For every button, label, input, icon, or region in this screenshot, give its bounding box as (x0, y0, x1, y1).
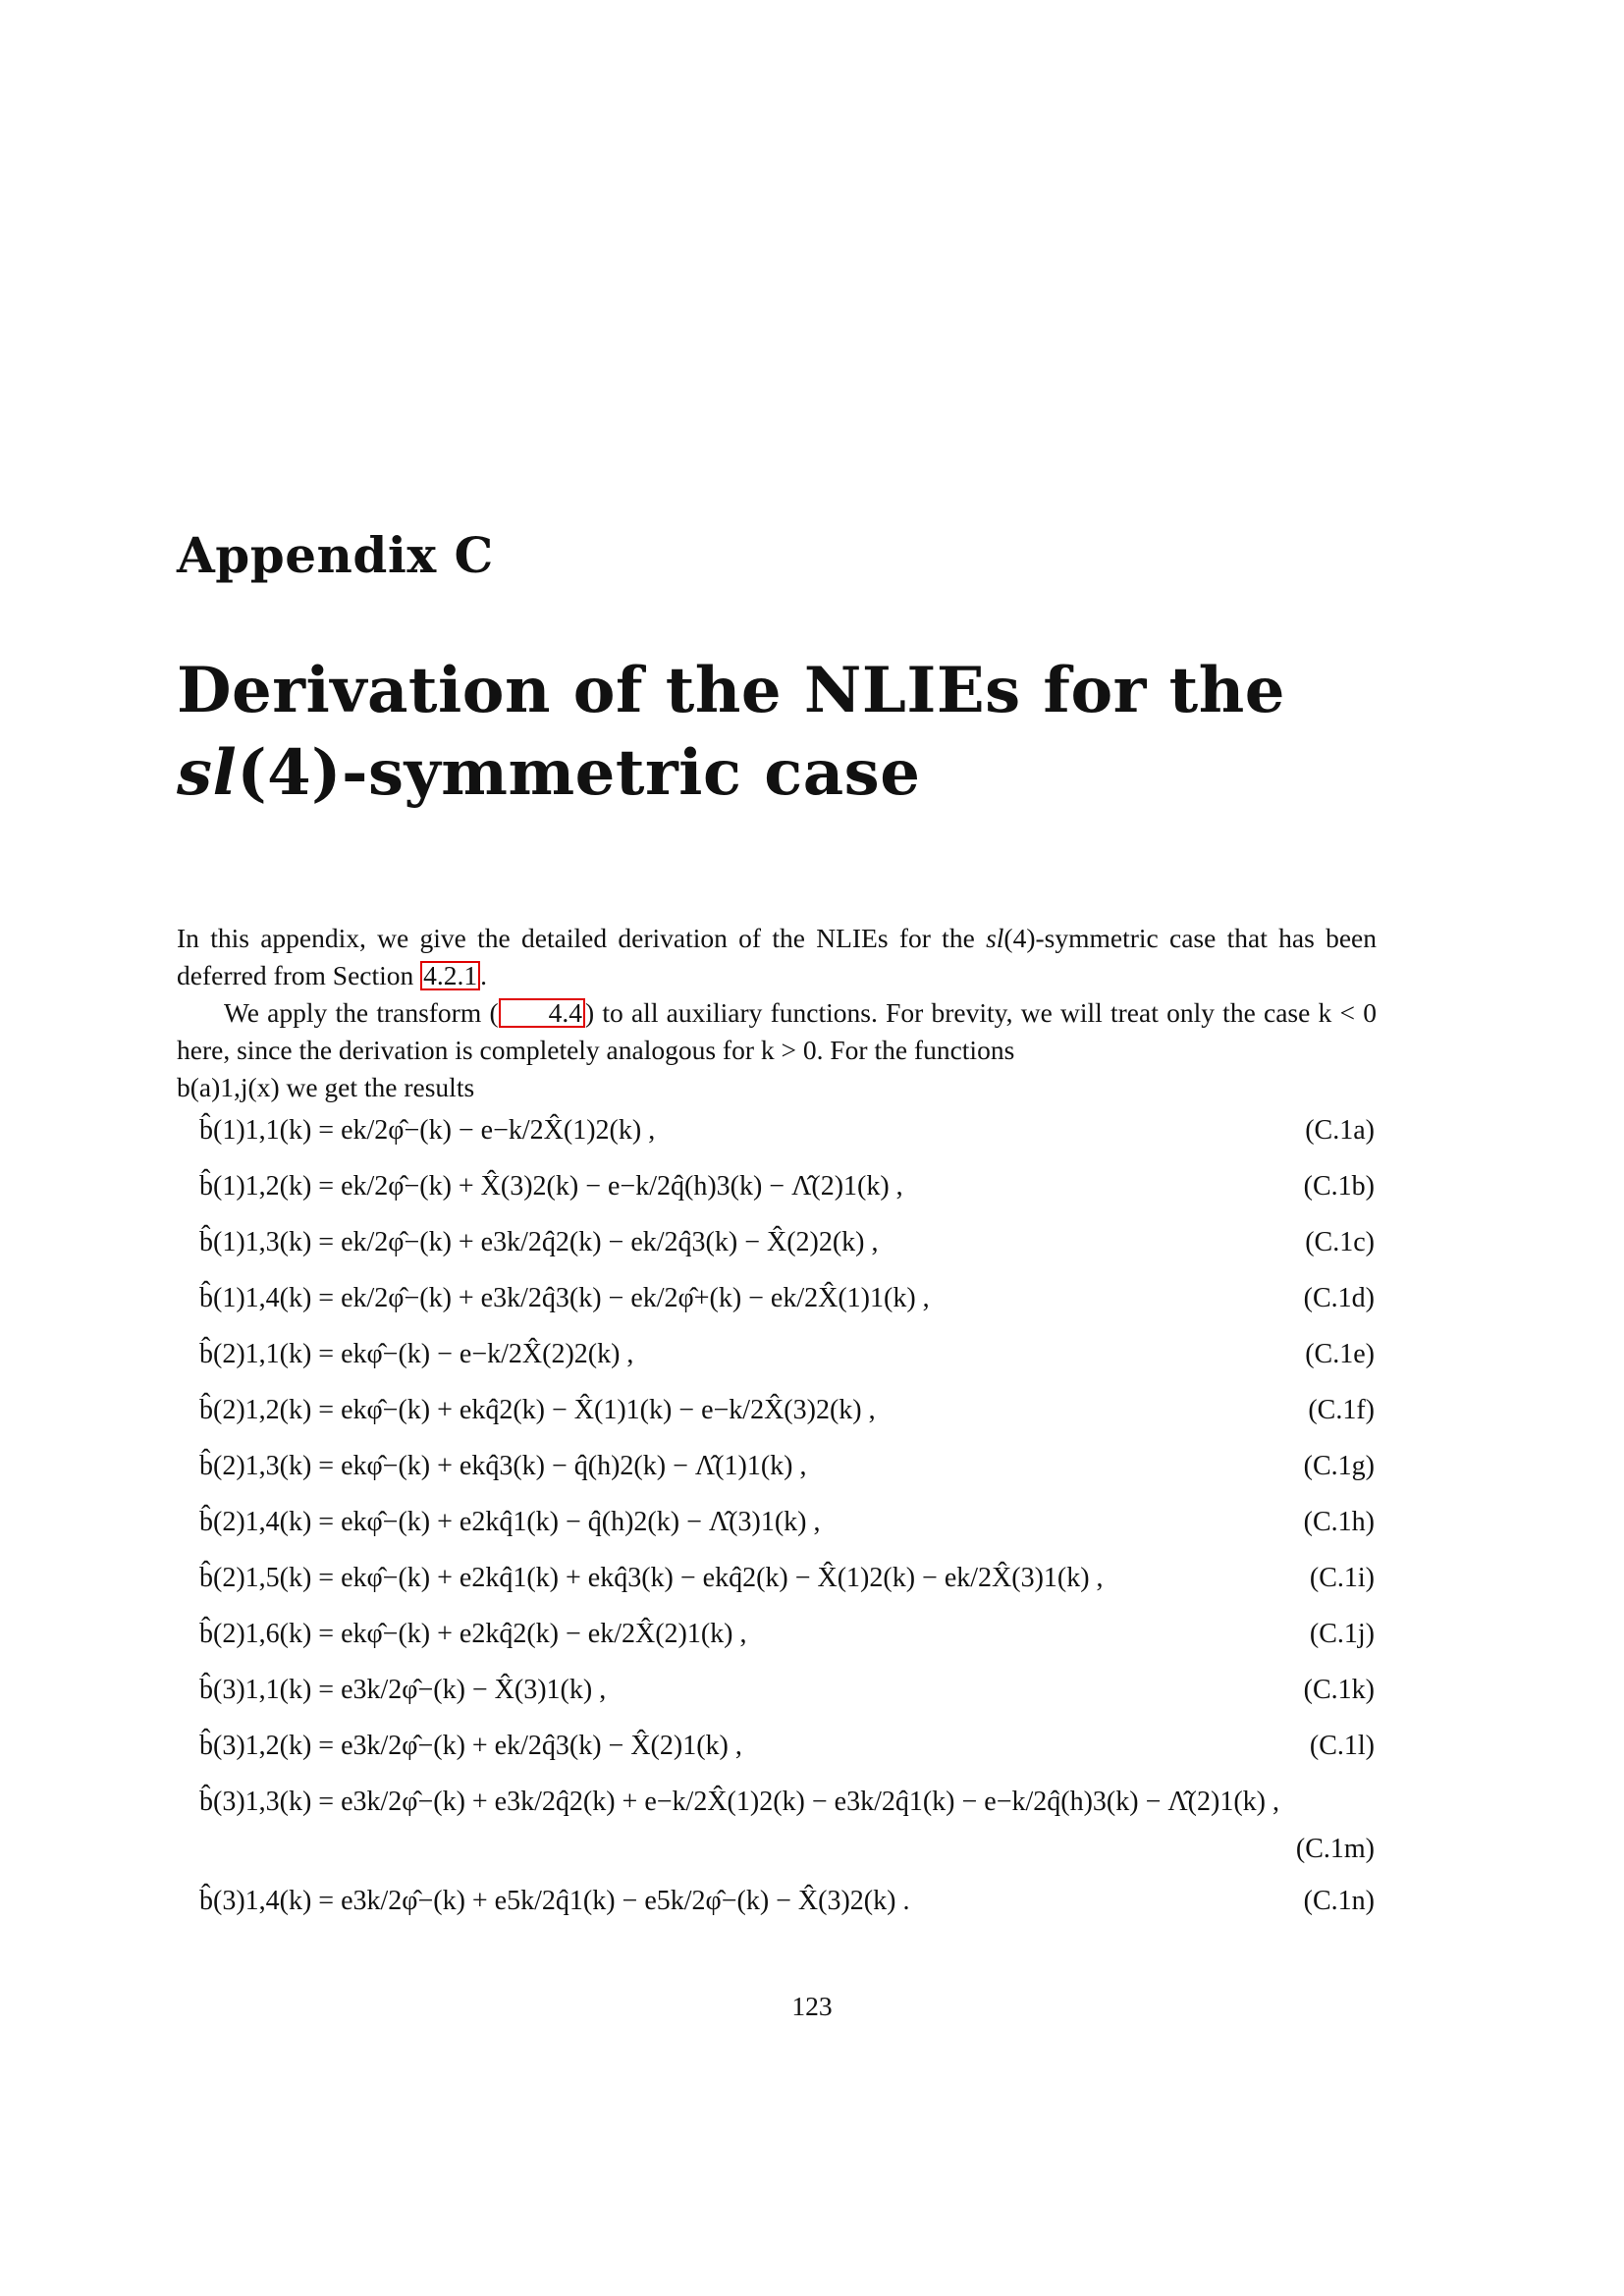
chapter-title-italic: sl (177, 736, 238, 810)
equation-number: (C.1b) (1303, 1171, 1375, 1201)
equation-number: (C.1a) (1305, 1115, 1375, 1146)
chapter-title (177, 650, 1453, 815)
paragraph-transform: We apply the transform ( 4.4 ) to all auxiliary functions. For brevity, we will treat only the case k < 0 here, since the derivation is completely analogous for k > 0. For the functions (177, 997, 1377, 1065)
equation-expression: b̂(3)1,3(k) = e3k/2φ̂−(k) + e3k/2q̂2(k) + e−k/2X̂(1)2(k) − e3k/2q̂1(k) − e−k/2q̂(h)3(k) − Λ̂(2)1(k) , (199, 1787, 1279, 1817)
equation-number: (C.1i) (1309, 1563, 1375, 1593)
equation-expression: b̂(1)1,1(k) = ek/2φ̂−(k) − e−k/2X̂(1)2(k) , (199, 1115, 656, 1146)
equation-expression: b̂(1)1,3(k) = ek/2φ̂−(k) + e3k/2q̂2(k) − ek/2q̂3(k) − X̂(2)2(k) , (199, 1227, 879, 1257)
equation-expression: b̂(1)1,4(k) = ek/2φ̂−(k) + e3k/2q̂3(k) − ek/2φ̂+(k) − ek/2X̂(1)1(k) , (199, 1283, 930, 1313)
equation-number: (C.1m) (1295, 1834, 1375, 1864)
equation-row (199, 1335, 1375, 1374)
equation-row (199, 1279, 1375, 1318)
equation-row (199, 1503, 1375, 1542)
equation-number: (C.1n) (1303, 1886, 1375, 1916)
equation-number: (C.1g) (1303, 1451, 1375, 1481)
paragraph-intro: In this appendix, we give the detailed derivation of the NLIEs for the sl(4)-symmetric case that has been deferred from Section 4.2.1 . (177, 923, 1378, 990)
equation-expression: b̂(3)1,4(k) = e3k/2φ̂−(k) + e5k/2q̂1(k) − e5k/2φ̂−(k) − X̂(3)2(k) . (199, 1886, 910, 1916)
equation-row (199, 1615, 1375, 1654)
equation-number: (C.1d) (1303, 1283, 1375, 1313)
section-link[interactable]: 4.2.1 (420, 961, 480, 990)
equation-row (199, 1559, 1375, 1598)
page-number: 123 (791, 1991, 833, 2021)
equation-number: (C.1k) (1303, 1675, 1375, 1705)
equation-expression: b̂(2)1,5(k) = ekφ̂−(k) + e2kq̂1(k) + ekq̂3(k) − ekq̂2(k) − X̂(1)2(k) − ek/2X̂(3)1(k) , (199, 1563, 1104, 1593)
equation-expression: b̂(2)1,2(k) = ekφ̂−(k) + ekq̂2(k) − X̂(1)1(k) − e−k/2X̂(3)2(k) , (199, 1395, 876, 1425)
equation-expression: b̂(3)1,2(k) = e3k/2φ̂−(k) + ek/2q̂3(k) − X̂(2)1(k) , (199, 1731, 742, 1761)
chapter-title-rest: (4)-symmetric case (237, 736, 921, 810)
equation-expression: b̂(2)1,4(k) = ekφ̂−(k) + e2kq̂1(k) − q̂(h)2(k) − Λ̂(3)1(k) , (199, 1507, 821, 1537)
equation-number: (C.1j) (1309, 1619, 1375, 1649)
equation-expression: b̂(2)1,6(k) = ekφ̂−(k) + e2kq̂2(k) − ek/2X̂(2)1(k) , (199, 1619, 747, 1649)
equation-row (199, 1727, 1375, 1766)
equation-row (199, 1391, 1375, 1430)
equation-row (199, 1882, 1375, 1921)
equation-number: (C.1f) (1308, 1395, 1375, 1425)
equation-expression: b̂(1)1,2(k) = ek/2φ̂−(k) + X̂(3)2(k) − e−k/2q̂(h)3(k) − Λ̂(2)1(k) , (199, 1171, 903, 1201)
equation-row (199, 1671, 1375, 1710)
equation-expression: b̂(3)1,1(k) = e3k/2φ̂−(k) − X̂(3)1(k) , (199, 1675, 607, 1705)
equation-row (199, 1783, 1375, 1864)
equation-expression: b̂(2)1,1(k) = ekφ̂−(k) − e−k/2X̂(2)2(k) , (199, 1339, 634, 1369)
equation-number: (C.1e) (1305, 1339, 1375, 1369)
equation-expression: b̂(2)1,3(k) = ekφ̂−(k) + ekq̂3(k) − q̂(h)2(k) − Λ̂(1)1(k) , (199, 1451, 807, 1481)
equation-link[interactable]: 4.4 (499, 998, 585, 1028)
paragraph-results: b(a)1,j(x) we get the results (177, 1072, 475, 1102)
equation-number: (C.1l) (1309, 1731, 1375, 1761)
equation-row (199, 1223, 1375, 1262)
equation-row (199, 1111, 1375, 1150)
chapter-title-line1: Derivation of the NLIEs for the (177, 654, 1285, 727)
equation-row (199, 1447, 1375, 1486)
equation-number: (C.1h) (1303, 1507, 1375, 1537)
appendix-label: Appendix C (177, 526, 494, 584)
equation-number: (C.1c) (1305, 1227, 1375, 1257)
equation-row (199, 1167, 1375, 1206)
